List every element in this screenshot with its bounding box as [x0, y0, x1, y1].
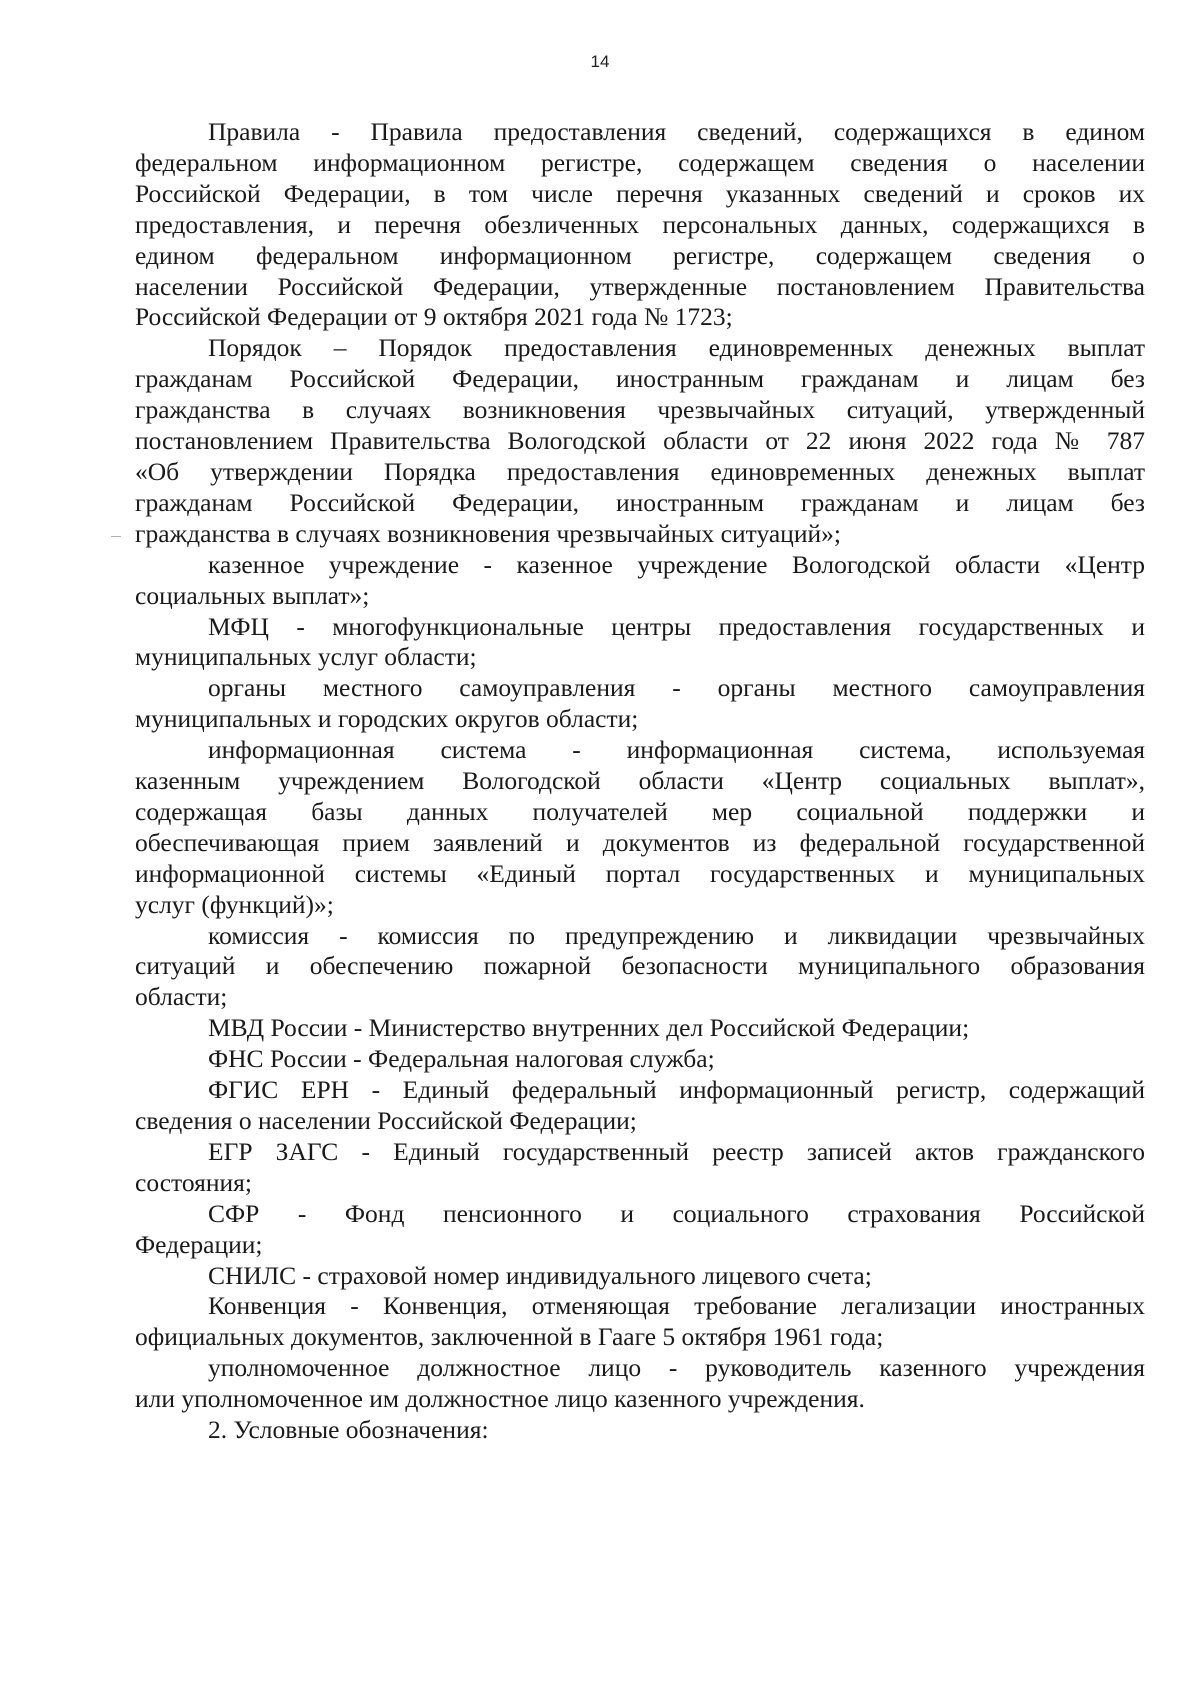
text-line: населении Российской Федерации, утвержденные постановлением Правительства [135, 271, 1145, 301]
text-line: Российской Федерации, в том числе перечня указанных сведений и сроков их [135, 178, 1145, 208]
text-line: информационная система - информационная система, используемая [208, 735, 1145, 765]
text-line: постановлением Правительства Вологодской области от 22 июня 2022 года № 787 [135, 426, 1145, 456]
text-line: предоставления, и перечня обезличенных персональных данных, содержащихся в [135, 209, 1145, 239]
text-line: едином федеральном информационном регистре, содержащем сведения о [135, 240, 1145, 270]
text-line: федеральном информационном регистре, содержащем сведения о населении [135, 147, 1145, 177]
text-line: ЕГР ЗАГС - Единый государственный реестр записей актов гражданского [208, 1136, 1145, 1166]
text-line: муниципальных услуг области; [135, 642, 477, 672]
text-line: «Об утверждении Порядка предоставления единовременных денежных выплат [135, 456, 1145, 486]
paragraph [135, 1137, 1145, 1199]
text-line: Правила - Правила предоставления сведений, содержащихся в едином [208, 117, 1145, 146]
text-line: ФГИС ЕРН - Единый федеральный информационный регистр, содержащий [208, 1075, 1145, 1105]
scan-artifact-mark [111, 536, 121, 537]
paragraph [135, 612, 1145, 674]
paragraph [135, 1261, 1145, 1292]
paragraph [135, 1353, 1145, 1415]
paragraph [135, 1044, 1145, 1075]
paragraph [135, 333, 1145, 549]
text-line: муниципальных и городских округов области; [135, 704, 639, 734]
text-line: комиссия - комиссия по предупреждению и ликвидации чрезвычайных [208, 920, 1145, 950]
text-line: сведения о населении Российской Федерации; [135, 1106, 637, 1135]
text-line: гражданства в случаях возникновения чрезвычайных ситуаций, утвержденный [135, 395, 1145, 425]
page-number: 14 [590, 52, 610, 71]
text-line: Российской Федерации от 9 октября 2021 года № 1723; [135, 302, 733, 332]
text-line: гражданства в случаях возникновения чрезвычайных ситуаций»; [135, 518, 841, 548]
text-line: СНИЛС - страховой номер индивидуального лицевого счета; [208, 1260, 872, 1290]
document-body [135, 117, 1145, 1446]
text-line: социальных выплат»; [135, 580, 370, 610]
paragraph [135, 1415, 1145, 1446]
text-line: гражданам Российской Федерации, иностранным гражданам и лицам без [135, 487, 1145, 517]
paragraph [135, 735, 1145, 920]
text-line: обеспечивающая прием заявлений и документов из федеральной государственной [135, 827, 1145, 857]
text-line: услуг (функций)»; [135, 889, 334, 919]
text-line: или уполномоченное им должностное лицо казенного учреждения. [135, 1384, 865, 1414]
paragraph [135, 673, 1145, 735]
text-line: гражданам Российской Федерации, иностранным гражданам и лицам без [135, 364, 1145, 394]
text-line: содержащая базы данных получателей мер социальной поддержки и [135, 796, 1145, 826]
text-line: ситуаций и обеспечению пожарной безопасности муниципального образования [135, 951, 1145, 981]
text-line: состояния; [135, 1167, 252, 1197]
text-line: Порядок – Порядок предоставления единовременных денежных выплат [208, 333, 1145, 363]
text-line: ФНС России - Федеральная налоговая служба; [208, 1044, 715, 1074]
text-line: МВД России - Министерство внутренних дел Российской Федерации; [208, 1013, 970, 1043]
paragraph [135, 117, 1145, 333]
text-line: органы местного самоуправления - органы местного самоуправления [208, 673, 1145, 703]
paragraph [135, 550, 1145, 612]
text-line: Федерации; [135, 1229, 263, 1259]
text-line: 2. Условные обозначения: [208, 1415, 489, 1445]
text-line: области; [135, 982, 228, 1012]
paragraph [135, 1291, 1145, 1353]
text-line: информационной системы «Единый портал государственных и муниципальных [135, 858, 1145, 888]
paragraph [135, 1013, 1145, 1044]
text-line: СФР - Фонд пенсионного и социального страхования Российской [208, 1198, 1145, 1228]
paragraph [135, 921, 1145, 1014]
paragraph [135, 1199, 1145, 1261]
text-line: МФЦ - многофункциональные центры предоставления государственных и [208, 611, 1145, 641]
text-line: уполномоченное должностное лицо - руководитель казенного учреждения [208, 1353, 1145, 1383]
text-line: казенное учреждение - казенное учреждение Вологодской области «Центр [208, 549, 1145, 579]
text-line: казенным учреждением Вологодской области «Центр социальных выплат», [135, 766, 1145, 796]
text-line: Конвенция - Конвенция, отменяющая требование легализации иностранных [208, 1291, 1145, 1321]
paragraph [135, 1075, 1145, 1137]
text-line: официальных документов, заключенной в Гааге 5 октября 1961 года; [135, 1322, 884, 1352]
